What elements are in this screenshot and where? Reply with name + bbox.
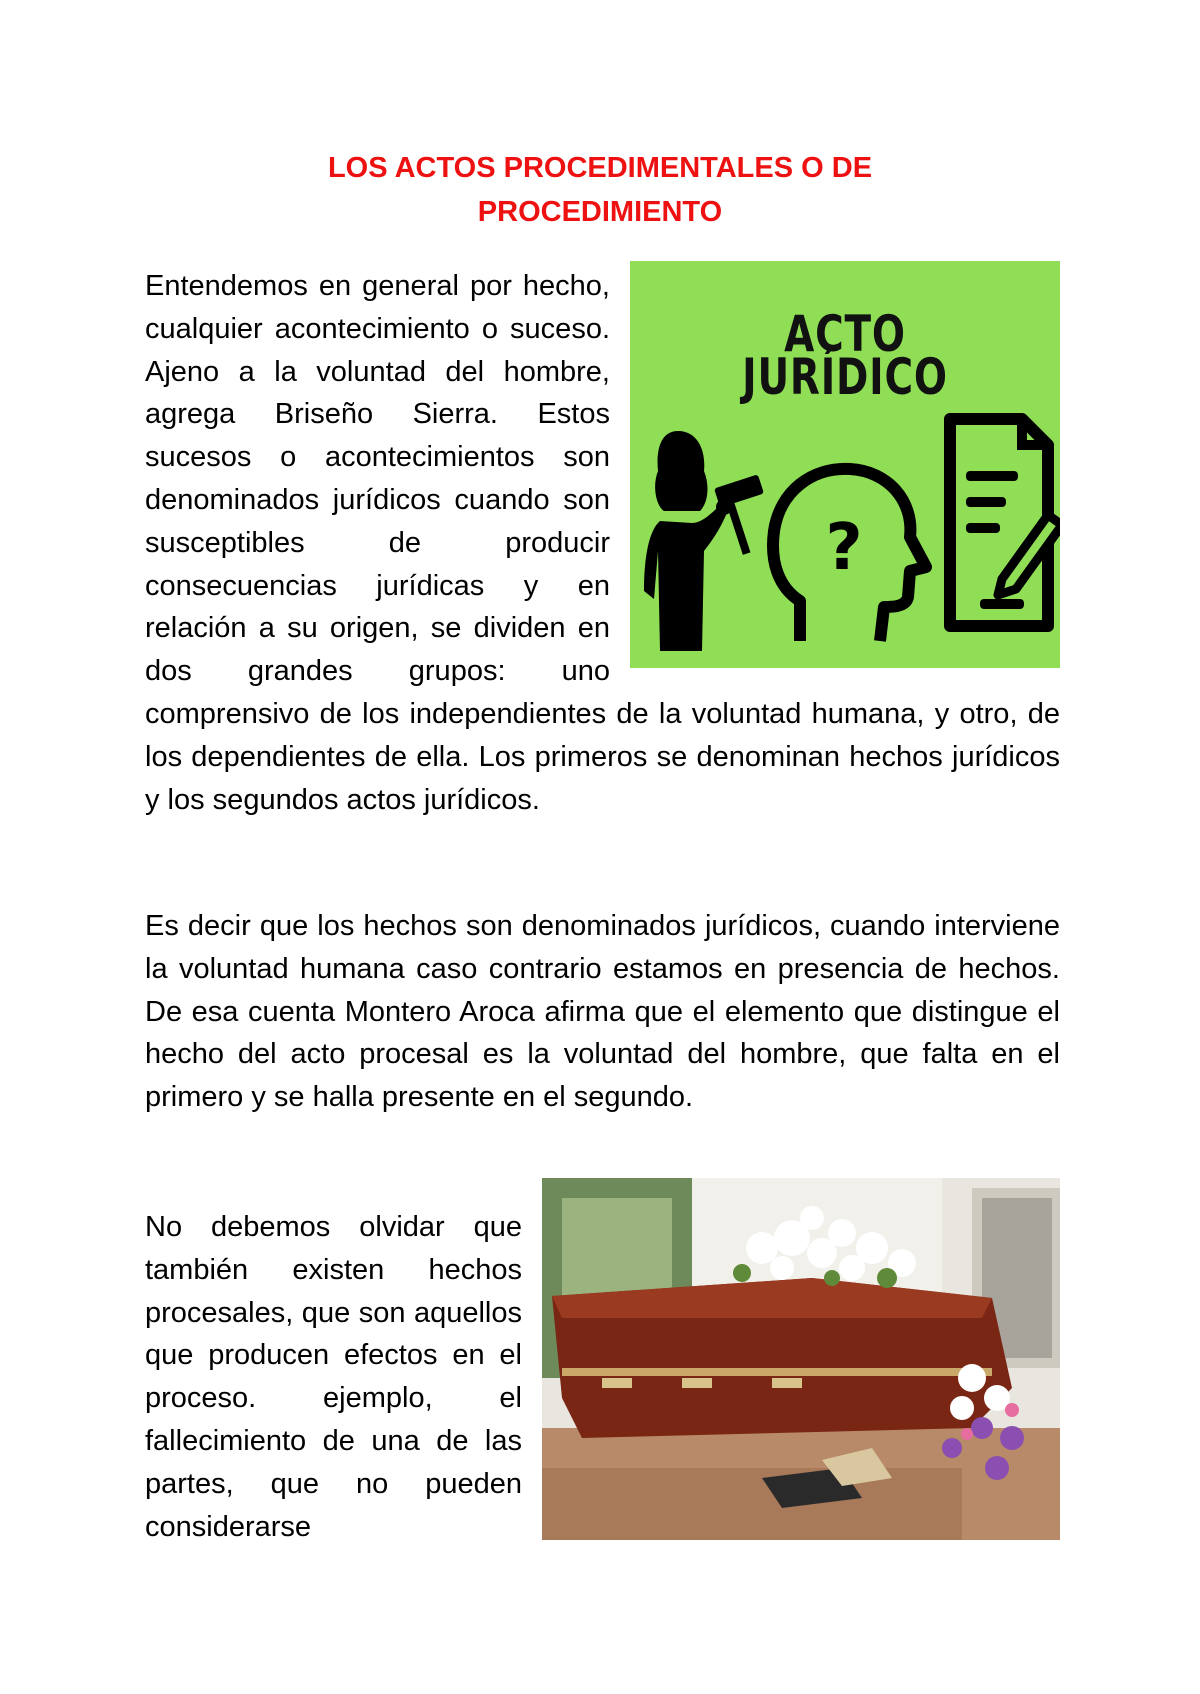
paragraph-3: No debemos olvidar que también existen hechos procesales, que son aquellos que producen efectos en el proceso. ejemplo, el fallecimiento de una de las partes, que no pueden considerarse <box>145 1211 522 1543</box>
document-pencil-icon <box>950 419 1060 626</box>
legal-icons-illustration <box>630 411 1060 661</box>
funeral-coffin-photo <box>542 1178 1060 1540</box>
page-title <box>0 146 1200 234</box>
title-line-2: PROCEDIMIENTO <box>477 196 723 228</box>
paragraph-2-block <box>145 905 1060 1119</box>
acto-juridico-figure <box>630 261 1060 668</box>
paragraph-1-block <box>145 265 1060 821</box>
coffin-flowers-image <box>542 1178 1060 1540</box>
title-line-1: LOS ACTOS PROCEDIMENTALES O DE <box>327 152 873 184</box>
paragraph-2: Es decir que los hechos son denominados jurídicos, cuando interviene la voluntad humana caso contrario estamos en presencia de hechos. De esa cuenta Montero Aroca afirma que el elemento que distingue el hecho del acto procesal es la voluntad del hombre, que falta en el primero y se halla presente en el segundo. <box>145 910 1060 1114</box>
paragraph-3-block <box>145 1206 1060 1548</box>
judge-icon <box>644 431 732 651</box>
question-mark-icon: ? <box>825 511 863 585</box>
figure-caption: ACTO JURÍDICO <box>742 305 948 406</box>
paragraph-1: Entendemos en general por hecho, cualquier acontecimiento o suceso. Ajeno a la voluntad del hombre, agrega Briseño Sierra. Estos sucesos o acontecimientos son denominados jurídicos cuando son susceptibles de producir consecuencias jurídicas y en relación a su origen, se dividen en dos grandes grupos: uno comprensivo de los independientes de la voluntad humana, y otro, de los dependientes de ella. Los primeros se denominan hechos jurídicos y los segundos actos jurídicos. <box>145 270 1060 816</box>
